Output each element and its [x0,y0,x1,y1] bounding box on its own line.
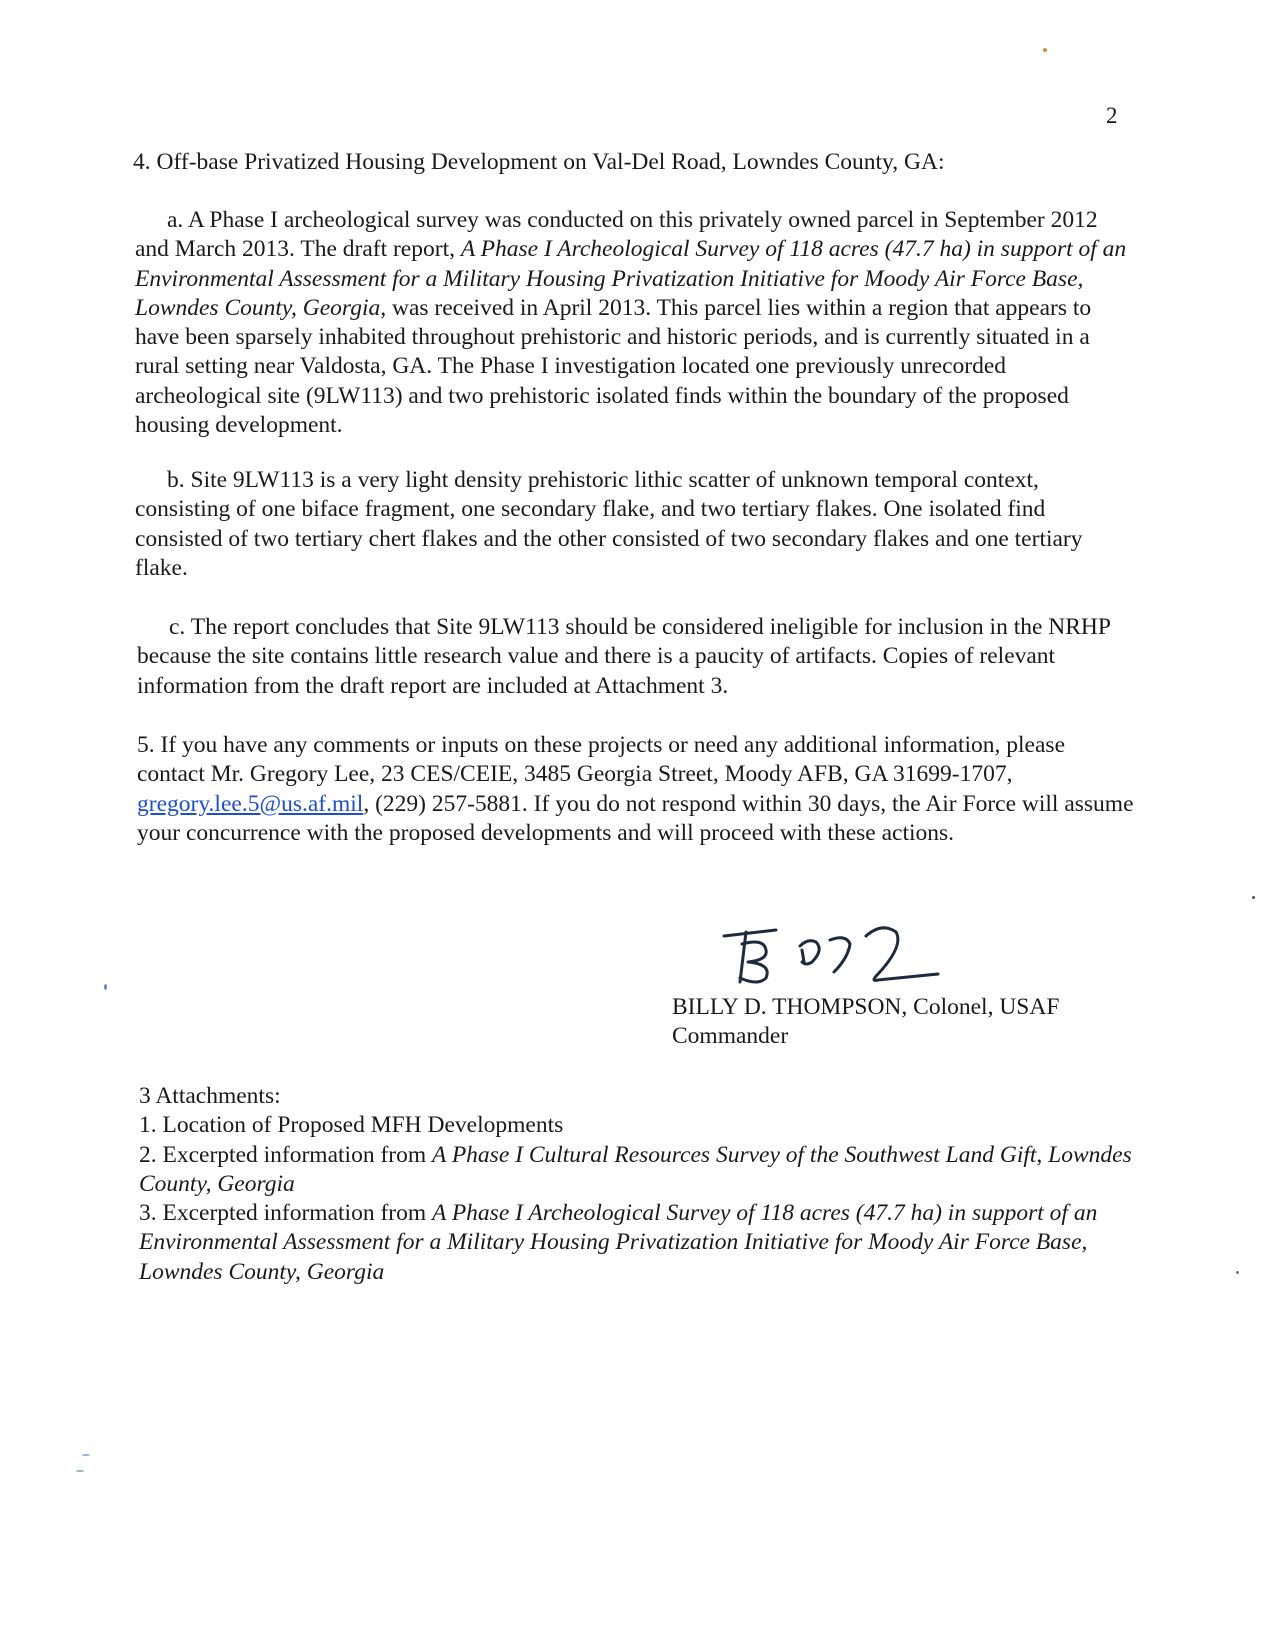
attachment-item-3 [139,1199,1139,1287]
attachment-item-2 [139,1141,1139,1200]
paragraph-4a-text-end: was received in April 2013. This parcel lies within a region that appears to have been sparsely inhabited throughout prehistoric and historic periods, and is currently situated in a rural setting near Valdosta, GA. The Phase I investigation located one previously unrecorded archeological site (9LW113) and two prehistoric isolated finds within the boundary of the proposed housing development. [135,294,1092,439]
attachments-header: 3 Attachments: [139,1083,281,1109]
paragraph-4a [135,206,1135,440]
scan-speck [1236,1271,1239,1274]
attachment-item-3-prefix: 3. Excerpted information from [139,1200,433,1227]
attachment-item-2-prefix: 2. Excerpted information from [139,1141,433,1168]
attachment-item-1: 1. Location of Proposed MFH Developments [139,1112,564,1139]
page-number: 2 [1106,103,1118,128]
section-5-text-start: 5. If you have any comments or inputs on these projects or need any additional information, please contact Mr. Gregory Lee, 23 CES/CEIE, 3485 Georgia Street, Moody AFB, GA 31699-1707, [137,732,1065,788]
paragraph-4b: b. Site 9LW113 is a very light density prehistoric lithic scatter of unknown temporal context, consisting of one biface fragment, one secondary flake, and two tertiary flakes. One isolated find consisted of two tertiary chert flakes and the other consisted of two secondary flakes and one tertiary flake. [135,467,1083,581]
attachment-item-3-title: A Phase I Archeological Survey of 118 acres (47.7 ha) in support of an Environmental Assessment for a Military Housing Privatization Initiative for Moody Air Force Base, Lowndes County, Georgia [139,1200,1098,1285]
signer-name: BILLY D. THOMPSON, Colonel, USAF [672,994,1060,1020]
scan-speck [1043,48,1047,52]
section-4-heading: 4. Off-base Privatized Housing Development on Val-Del Road, Lowndes County, GA: [133,149,945,175]
signature-image [718,922,948,988]
scan-speck [104,984,107,990]
email-link[interactable]: gregory.lee.5@us.af.mil [137,790,364,817]
signer-title: Commander [672,1023,789,1050]
paragraph-4a-text-start: a. A Phase I archeological survey was conducted on this privately owned parcel in September 2012 and March 2013. The draft report, [135,207,1098,263]
signature-block [672,993,1232,1052]
scan-speck [76,1470,84,1472]
section-5-text-end: , (229) 257-5881. If you do not respond within 30 days, the Air Force will assume your concurrence with the proposed developments and will proceed with these actions. [137,790,1134,846]
scan-speck [1252,896,1255,899]
attachment-item-2-title: A Phase I Cultural Resources Survey of the Southwest Land Gift, Lowndes County, Georgia [139,1141,1132,1197]
report-title-italic: A Phase I Archeological Survey of 118 acres (47.7 ha) in support of an Environmental Assessment for a Military Housing Privatization Initiative for Moody Air Force Base, Lowndes County, Georgia, [135,236,1127,321]
paragraph-4c: c. The report concludes that Site 9LW113 should be considered ineligible for inclusion in the NRHP because the site contains little research value and there is a paucity of artifacts. Copies of relevant information from the draft report are included at Attachment 3. [137,614,1111,699]
attachments-list [139,1082,1139,1287]
scan-speck [82,1454,90,1456]
section-5-paragraph [137,731,1137,848]
